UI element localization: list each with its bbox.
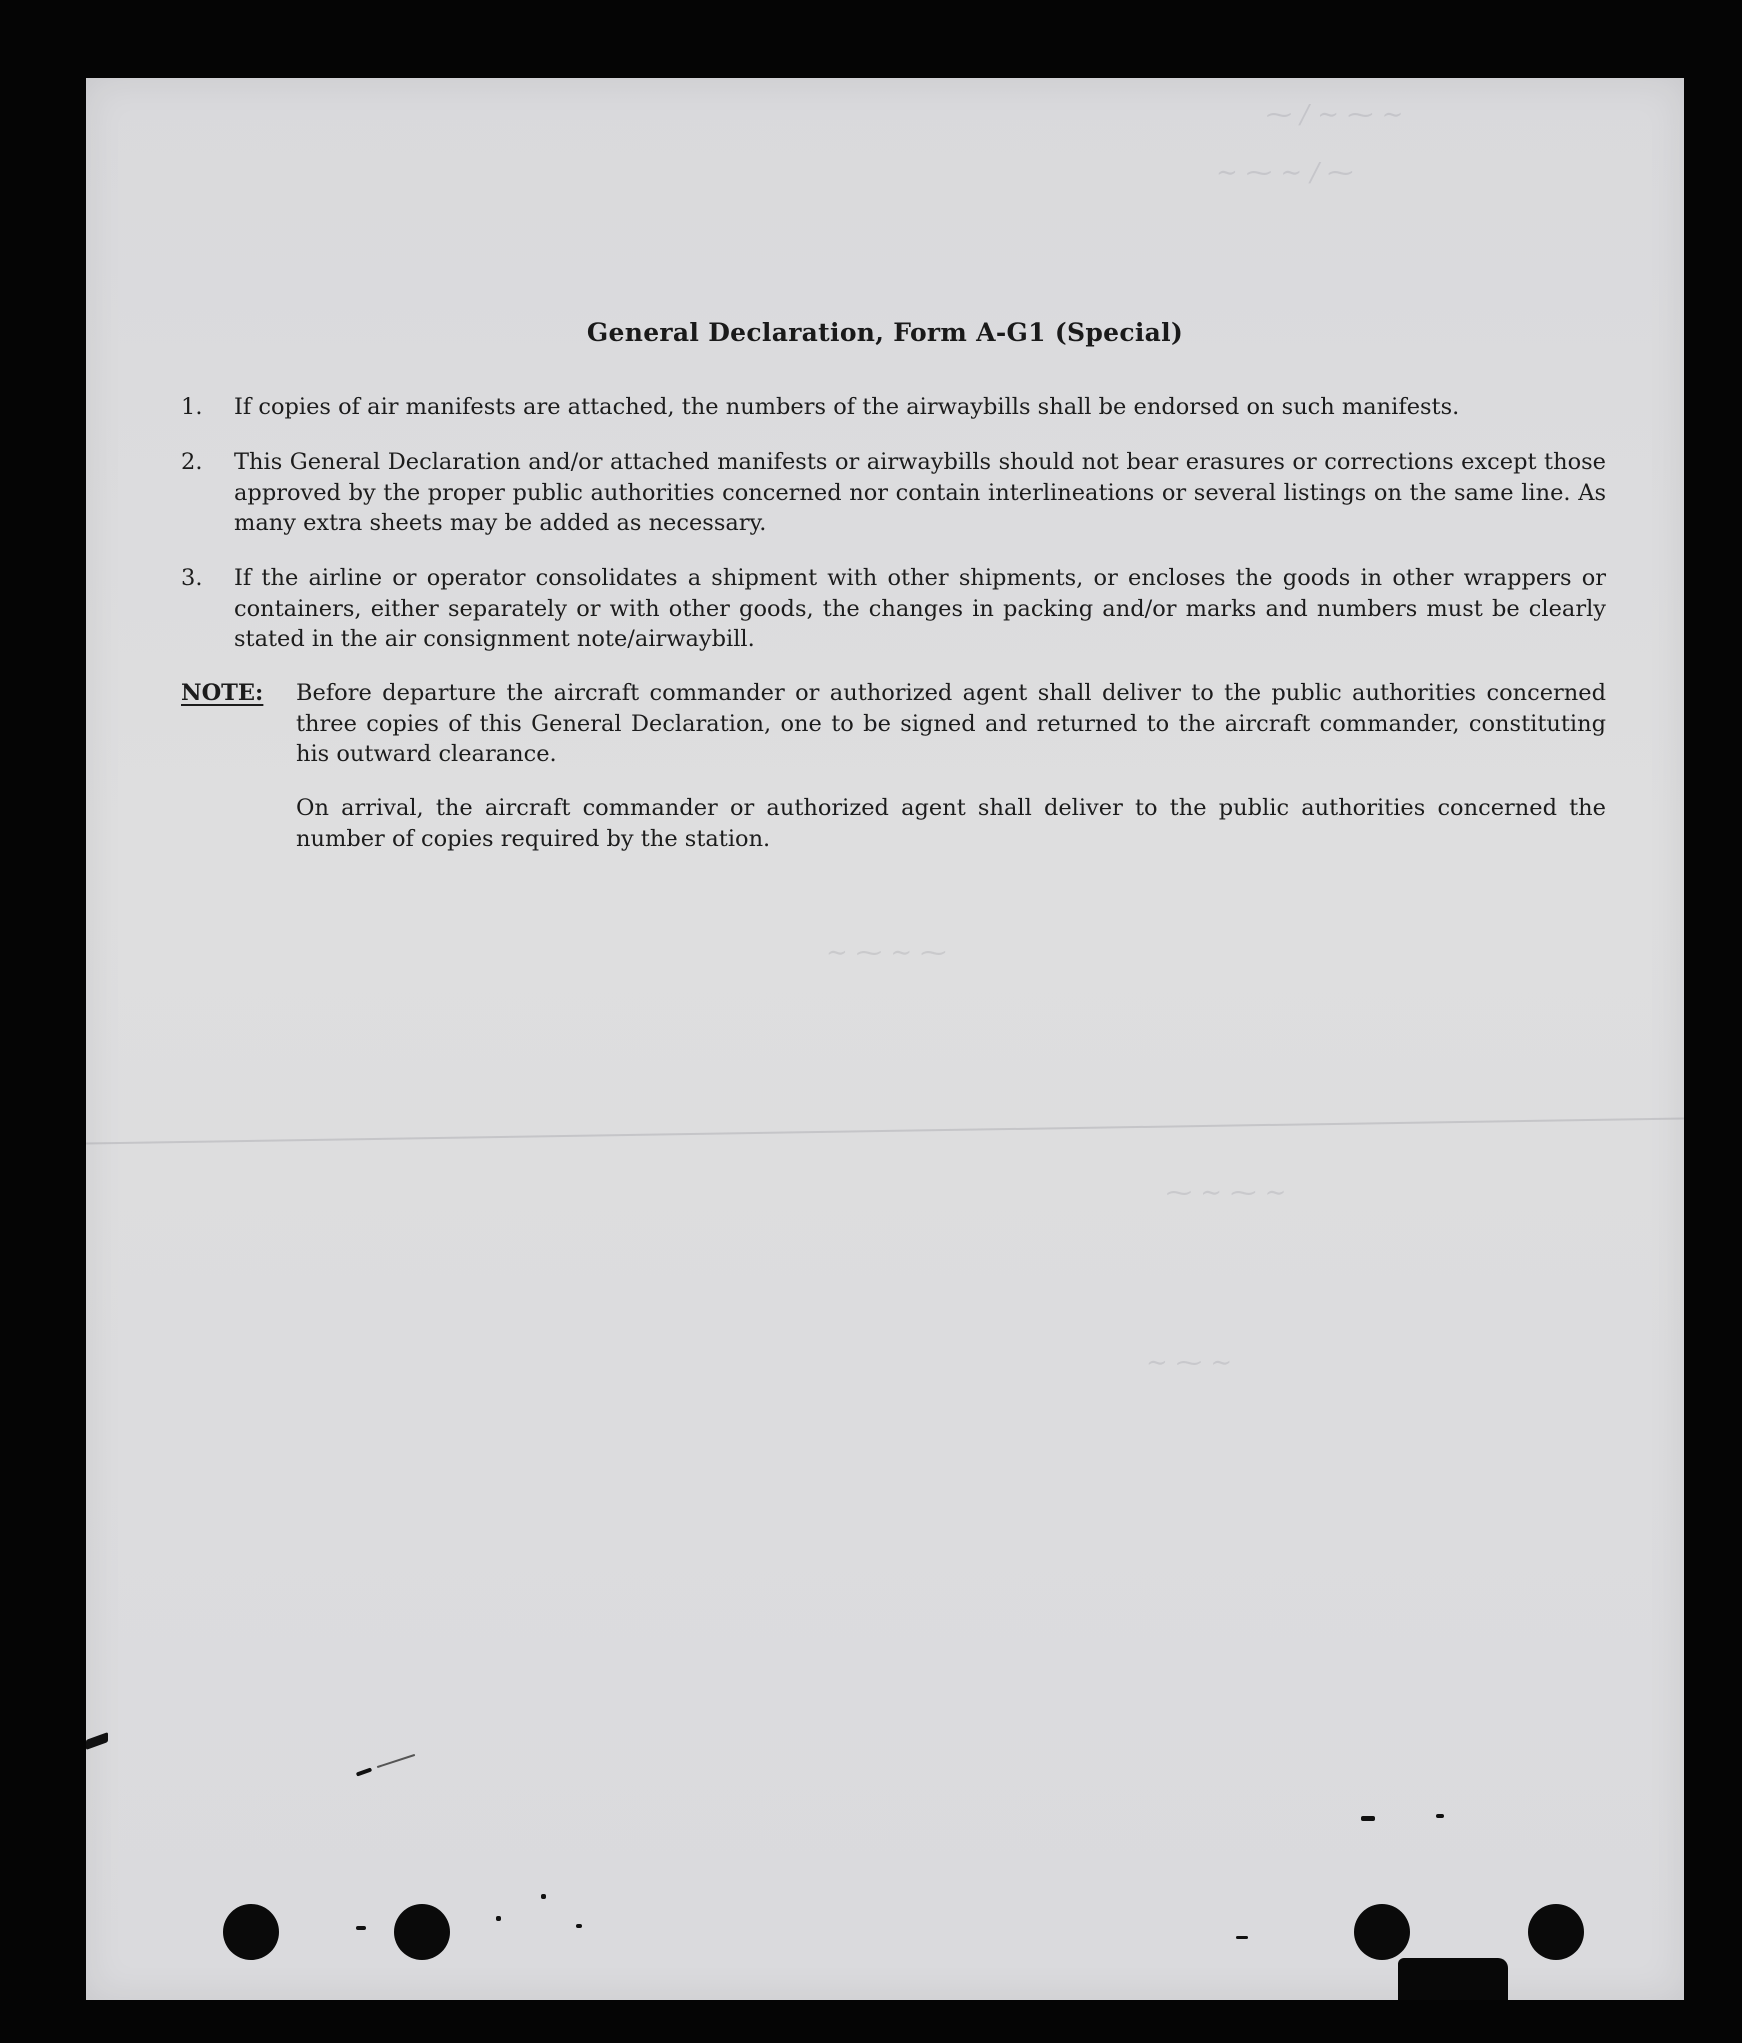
punch-hole xyxy=(394,1904,450,1960)
fold-crease xyxy=(86,1117,1684,1144)
note-block-2 xyxy=(181,793,1606,854)
torn-edge xyxy=(1398,1958,1508,2000)
note-block xyxy=(181,678,1606,770)
speck xyxy=(541,1894,546,1899)
bleed-through-text: ∼ ⁓ ∼ ⁓ xyxy=(826,938,947,968)
item-number: 2. xyxy=(181,449,203,475)
speck xyxy=(86,1732,108,1750)
paper-sheet xyxy=(86,78,1684,2000)
item-number: 3. xyxy=(181,565,203,591)
speck xyxy=(496,1916,501,1921)
punch-hole xyxy=(1354,1904,1410,1960)
bleed-through-text: ∼ ⁓ ∼ ∕ ⁓ xyxy=(1216,158,1354,188)
item-text: This General Declaration and/or attached manifests or airwaybills should not bear erasures or corrections except those approved by the proper public authorities concerned nor contain interlineations or several listings on the same line. As many extra sheets may be added as necessary. xyxy=(234,449,1606,536)
instruction-item-3 xyxy=(181,563,1606,655)
note-paragraph-1: Before departure the aircraft commander or authorized agent shall deliver to the public authorities concerned three copies of this General Declaration, one to be signed and returned to the aircraft commander, constituting his outward clearance. xyxy=(296,680,1606,767)
punch-hole xyxy=(223,1904,279,1960)
note-paragraph-2: On arrival, the aircraft commander or authorized agent shall deliver to the public authorities concerned the number of copies required by the station. xyxy=(296,795,1606,852)
item-text: If copies of air manifests are attached, the numbers of the airwaybills shall be endorsed on such manifests. xyxy=(234,394,1460,420)
item-text: If the airline or operator consolidates a shipment with other shipments, or encloses the goods in other wrappers or containers, either separately or with other goods, the changes in packing and/or marks and numbers must be clearly stated in the air consignment note/airwaybill. xyxy=(234,565,1606,652)
speck xyxy=(356,1926,366,1930)
note-label: NOTE: xyxy=(181,680,264,706)
speck xyxy=(1436,1814,1444,1818)
punch-hole xyxy=(1528,1904,1584,1960)
speck xyxy=(1361,1816,1375,1821)
speck xyxy=(1236,1936,1248,1939)
form-title: General Declaration, Form A-G1 (Special) xyxy=(586,318,1184,347)
instruction-item-1 xyxy=(181,392,1606,423)
speck xyxy=(377,1754,416,1768)
bleed-through-text: ∼ ⁓ ∼ xyxy=(1146,1348,1233,1378)
speck xyxy=(576,1924,582,1928)
instruction-item-2 xyxy=(181,447,1606,539)
note-spacer xyxy=(181,793,296,854)
speck xyxy=(356,1767,372,1776)
bleed-through-text: ⁓ ∼ ⁓ ∼ xyxy=(1166,1178,1287,1208)
bleed-through-text: ⁓ ∕ ∼ ⁓ ∼ xyxy=(1266,100,1404,130)
item-number: 1. xyxy=(181,394,203,420)
